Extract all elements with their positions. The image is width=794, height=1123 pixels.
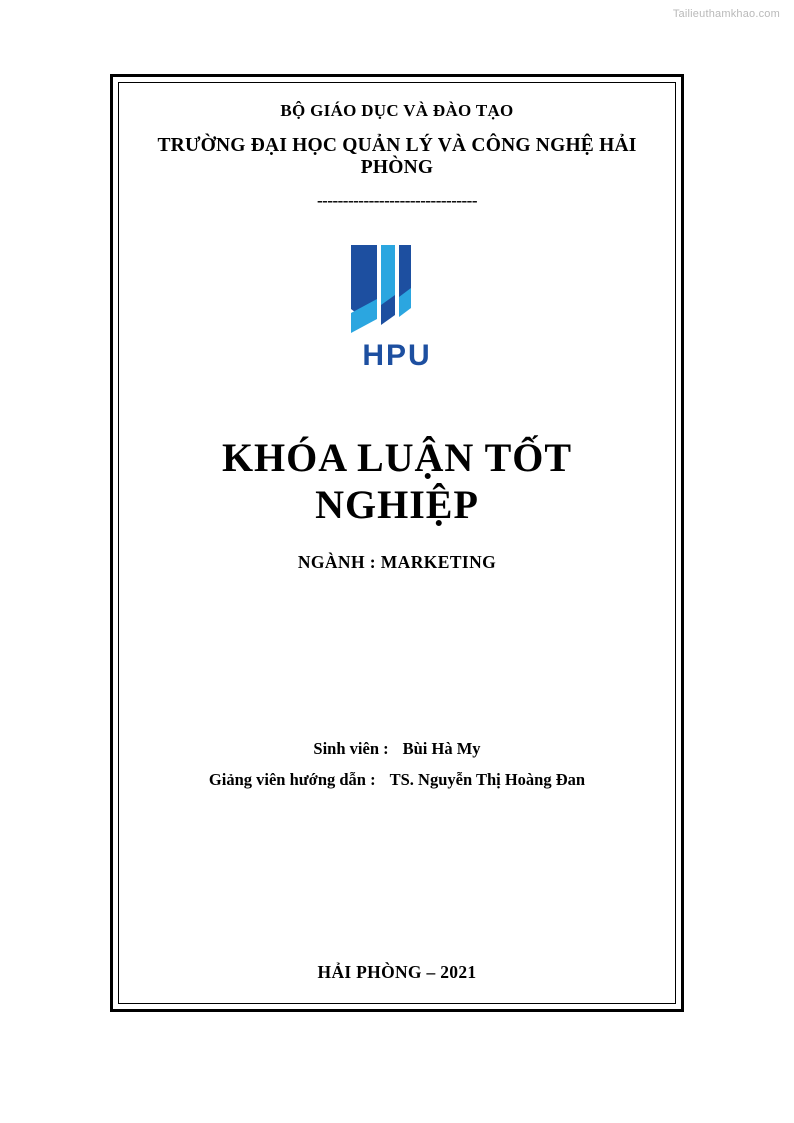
student-row — [141, 733, 653, 764]
supervisor-label: Giảng viên hướng dẫn : — [208, 770, 376, 790]
supervisor-name: TS. Nguyễn Thị Hoàng Đan — [389, 770, 586, 790]
supervisor-row — [141, 764, 653, 795]
dashed-divider: ------------------------------- — [317, 191, 477, 210]
student-name: Bùi Hà My — [402, 739, 481, 758]
watermark-text: Tailieuthamkhao.com — [672, 8, 780, 20]
svg-text:HPU: HPU — [362, 339, 432, 372]
thesis-title: KHÓA LUẬN TỐT NGHIỆP — [221, 435, 573, 527]
cover-inner-border — [118, 82, 676, 1004]
student-label: Sinh viên : — [313, 739, 389, 758]
cover-outer-border — [110, 74, 684, 1012]
place-year-line: HẢI PHÒNG – 2021 — [317, 962, 477, 982]
people-block — [141, 733, 653, 796]
cover-content — [119, 83, 675, 1003]
ministry-line: BỘ GIÁO DỤC VÀ ĐÀO TẠO — [280, 101, 514, 120]
hpu-logo-icon — [337, 237, 457, 372]
logo-container — [141, 237, 653, 372]
university-line: TRƯỜNG ĐẠI HỌC QUẢN LÝ VÀ CÔNG NGHỆ HẢI PHÒNG — [157, 135, 637, 178]
major-line: NGÀNH : MARKETING — [297, 552, 497, 572]
